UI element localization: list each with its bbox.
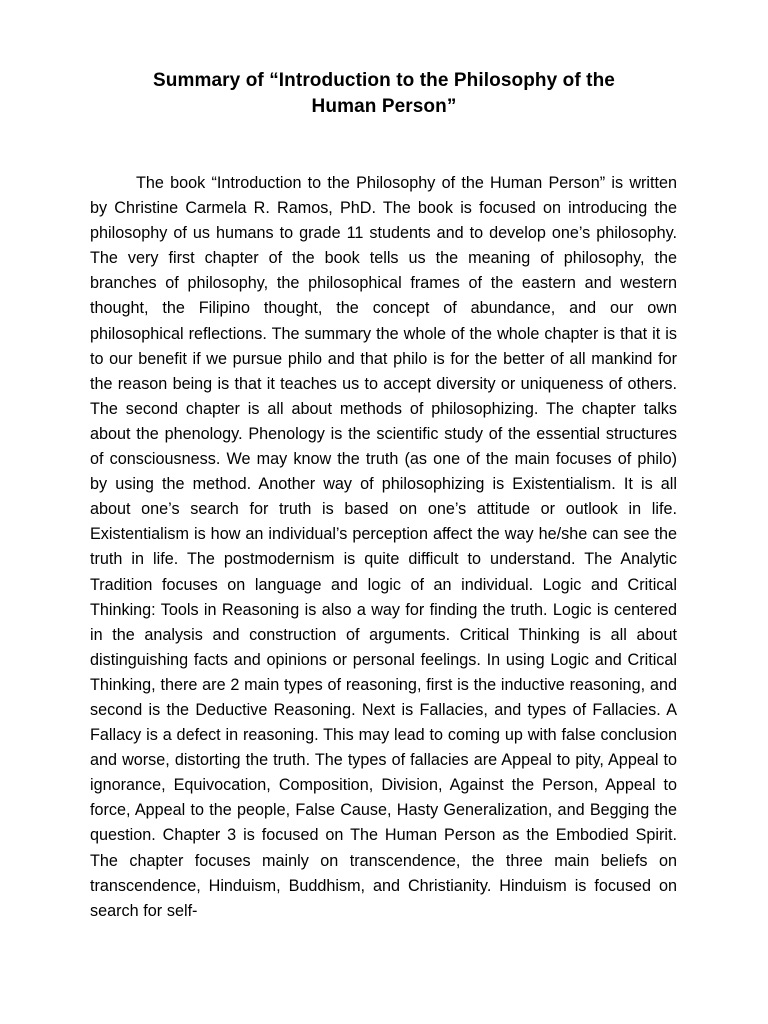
document-title — [0, 68, 768, 120]
document-title-line-1: Summary of “Introduction to the Philosophy of the — [153, 70, 615, 91]
document-body-paragraph: The book “Introduction to the Philosophy of the Human Person” is written by Christine Carmela R. Ramos, PhD. The book is focused on introducing the philosophy of us humans to grade 11 students and to develop one’s philosophy. The very first chapter of the book tells us the meaning of philosophy, the branches of philosophy, the philosophical frames of the eastern and western thought, the Filipino thought, the concept of abundance, and our own philosophical reflections. The summary the whole of the whole chapter is that it is to our benefit if we pursue philo and that philo is for the better of all mankind for the reason being is that it teaches us to accept diversity or uniqueness of others. The second chapter is all about methods of philosophizing. The chapter talks about the phenology. Phenology is the scientific study of the essential structures of consciousness. We may know the truth (as one of the main focuses of philo) by using the method. Another way of philosophizing is Existentialism. It is all about one’s search for truth is based on one’s attitude or outlook in life. Existentialism is how an individual’s perception affect the way he/she can see the truth in life. The postmodernism is quite difficult to understand. The Analytic Tradition focuses on language and logic of an individual. Logic and Critical Thinking: Tools in Reasoning is also a way for finding the truth. Logic is centered in the analysis and construction of arguments. Critical Thinking is all about distinguishing facts and opinions or personal feelings. In using Logic and Critical Thinking, there are 2 main types of reasoning, first is the inductive reasoning, and second is the Deductive Reasoning. Next is Fallacies, and types of Fallacies. A Fallacy is a defect in reasoning. This may lead to coming up with false conclusion and worse, distorting the truth. The types of fallacies are Appeal to pity, Appeal to ignorance, Equivocation, Composition, Division, Against the Person, Appeal to force, Appeal to the people, False Cause, Hasty Generalization, and Begging the question. Chapter 3 is focused on The Human Person as the Embodied Spirit. The chapter focuses mainly on transcendence, the three main beliefs on transcendence, Hinduism, Buddhism, and Christianity. Hinduism is focused on search for self- — [90, 174, 677, 920]
document-title-line-2: Human Person” — [311, 96, 457, 117]
